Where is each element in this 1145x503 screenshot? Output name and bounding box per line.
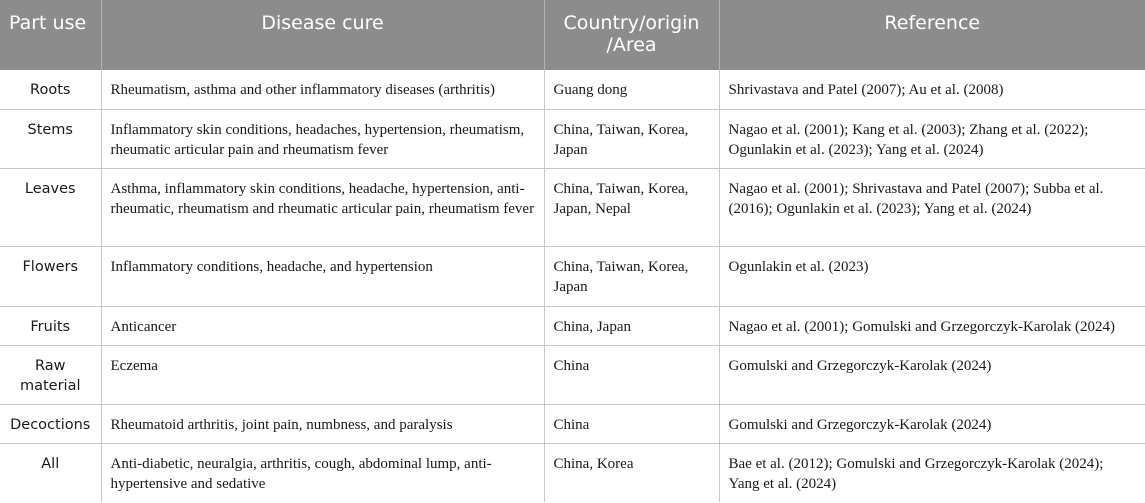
table-header — [0, 0, 1145, 70]
cell-country: Guang dong — [544, 70, 719, 109]
header-country-line1: Country/origin — [563, 12, 700, 34]
header-reference: Reference — [719, 0, 1145, 70]
header-row — [0, 0, 1145, 70]
table-row — [0, 109, 1145, 168]
cell-cure: Anticancer — [101, 306, 544, 345]
cell-reference: Gomulski and Grzegorczyk-Karolak (2024) — [719, 404, 1145, 443]
cell-reference: Nagao et al. (2001); Gomulski and Grzegorczyk-Karolak (2024) — [719, 306, 1145, 345]
cell-cure: Asthma, inflammatory skin conditions, headache, hypertension, anti-rheumatic, rheumatism and rheumatic articular pain, rheumatism fever — [101, 168, 544, 246]
cell-reference: Gomulski and Grzegorczyk-Karolak (2024) — [719, 345, 1145, 404]
table-row — [0, 70, 1145, 109]
cell-part: Roots — [0, 70, 101, 109]
cell-country: China — [544, 404, 719, 443]
header-disease-cure: Disease cure — [101, 0, 544, 70]
cell-cure: Anti-diabetic, neuralgia, arthritis, cough, abdominal lump, anti-hypertensive and sedative — [101, 443, 544, 502]
table-row — [0, 168, 1145, 246]
cell-country: China, Taiwan, Korea, Japan — [544, 109, 719, 168]
cell-reference: Shrivastava and Patel (2007); Au et al. (2008) — [719, 70, 1145, 109]
cell-reference: Bae et al. (2012); Gomulski and Grzegorczyk-Karolak (2024); Yang et al. (2024) — [719, 443, 1145, 502]
cell-country: China, Japan — [544, 306, 719, 345]
cell-cure: Rheumatism, asthma and other inflammatory diseases (arthritis) — [101, 70, 544, 109]
table-row — [0, 443, 1145, 502]
header-country-line2: /Area — [606, 34, 657, 56]
cell-country: China, Korea — [544, 443, 719, 502]
cell-part: Raw material — [0, 345, 101, 404]
cell-country: China, Taiwan, Korea, Japan — [544, 246, 719, 306]
table-body — [0, 70, 1145, 502]
cell-part: Stems — [0, 109, 101, 168]
table-row — [0, 345, 1145, 404]
header-part-use: Part use — [0, 0, 101, 70]
cell-part: Leaves — [0, 168, 101, 246]
header-country — [544, 0, 719, 70]
cell-country: China — [544, 345, 719, 404]
table-row — [0, 306, 1145, 345]
cell-cure: Inflammatory skin conditions, headaches, hypertension, rheumatism, rheumatic articular pain and rheumatism fever — [101, 109, 544, 168]
table-row — [0, 404, 1145, 443]
cell-part: All — [41, 455, 60, 472]
cell-reference: Nagao et al. (2001); Kang et al. (2003); Zhang et al. (2022); Ogunlakin et al. (2023); Yang et al. (2024) — [719, 109, 1145, 168]
cell-cure: Inflammatory conditions, headache, and hypertension — [101, 246, 544, 306]
cell-part: Decoctions — [0, 404, 101, 443]
table-row — [0, 246, 1145, 306]
cell-part: Fruits — [0, 306, 101, 345]
cell-reference: Ogunlakin et al. (2023) — [719, 246, 1145, 306]
cell-cure: Eczema — [101, 345, 544, 404]
cell-country: China, Taiwan, Korea, Japan, Nepal — [544, 168, 719, 246]
cell-cure: Rheumatoid arthritis, joint pain, numbness, and paralysis — [101, 404, 544, 443]
cell-reference: Nagao et al. (2001); Shrivastava and Patel (2007); Subba et al. (2016); Ogunlakin et al. (2023); Yang et al. (2024) — [719, 168, 1145, 246]
cell-part: Flowers — [0, 246, 101, 306]
